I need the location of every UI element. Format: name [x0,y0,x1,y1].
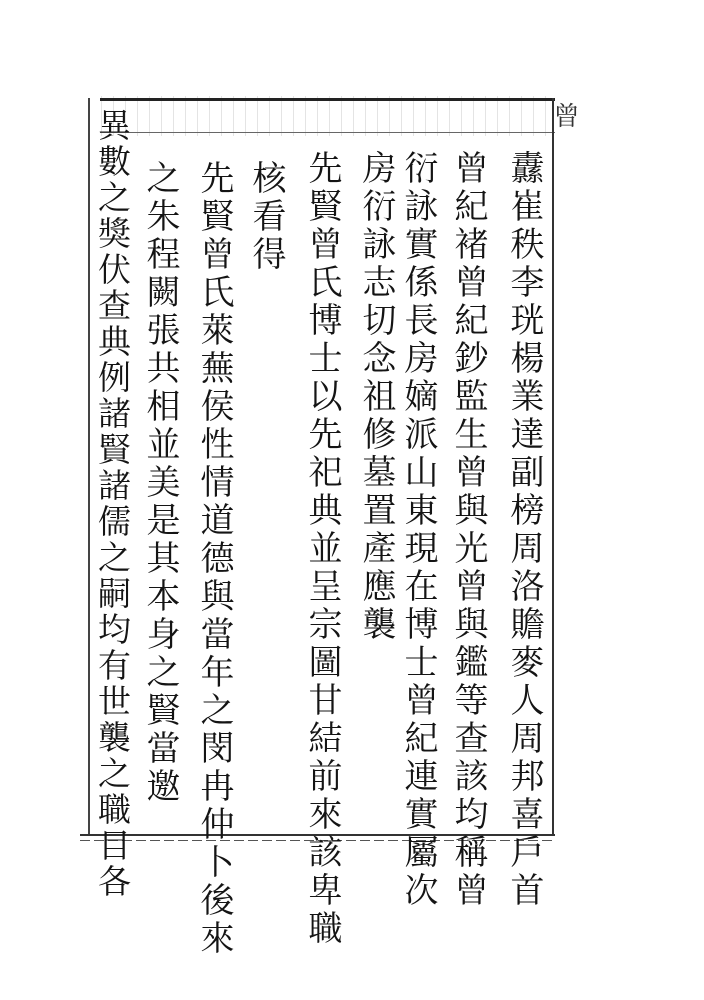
left-frame-line [88,98,90,836]
text-column-1: 纛崔秩李珖楊業達副榜周洛贍麥人周邦喜戶首 [504,150,544,910]
text-column-5: 先賢曾氏博士以先祀典並呈宗圖甘結前來該卑職 [302,150,342,948]
text-column-7: 先賢曾氏萊蕪侯性情道德與當年之閔冉仲卜後來 [194,160,234,958]
top-frame-line [100,98,555,101]
right-frame-line [552,98,554,836]
top-inner-line [100,132,555,133]
text-column-2: 曾紀褚曾紀鈔監生曾與光曾與鑑等查該均稱曾 [448,150,488,910]
text-column-9: 異數之獎伏查典例諸賢諸儒之嗣均有世襲之職目各 [93,108,132,900]
text-column-3: 衍詠實係長房嫡派山東現在博士曾紀連實屬次 [398,150,438,910]
text-column-8: 之朱程闕張共相並美是其本身之賢當邀 [140,160,180,806]
margin-mark: 曾 [549,102,579,128]
scan-top-border [95,96,557,136]
text-column-4: 房衍詠志切念祖修墓置產應襲 [356,150,396,644]
text-column-6: 核看得 [246,160,286,274]
